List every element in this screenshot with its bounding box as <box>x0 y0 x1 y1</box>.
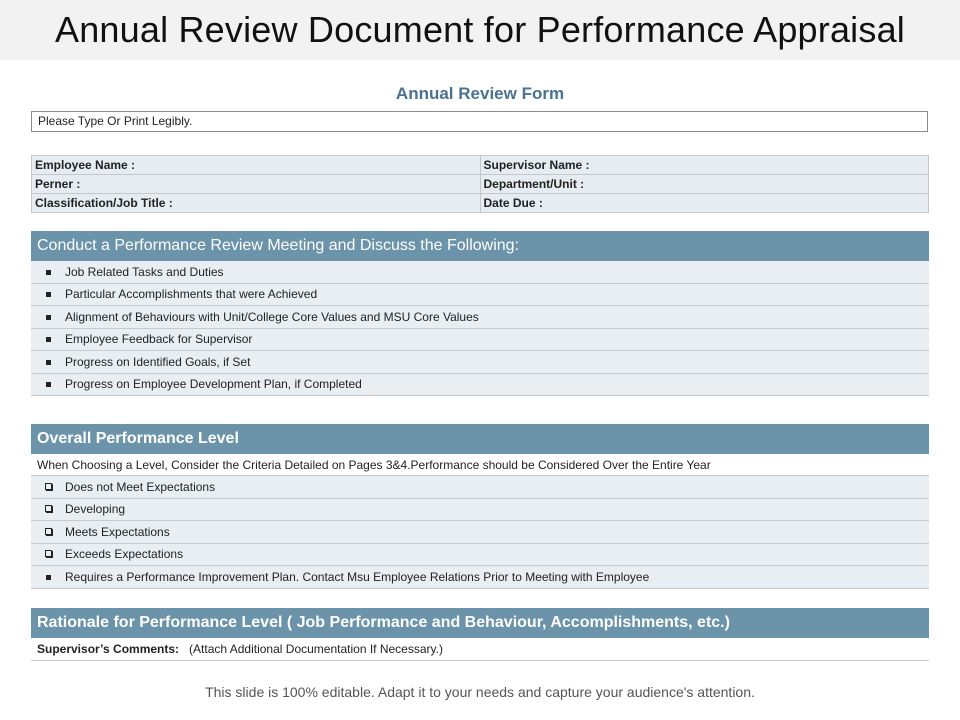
rationale-section <box>31 608 929 661</box>
form-title: Annual Review Form <box>395 84 565 103</box>
checkbox-icon[interactable] <box>31 527 65 537</box>
option-label: Exceeds Expectations <box>65 547 184 562</box>
list-item <box>31 351 929 374</box>
option-row[interactable] <box>31 521 929 544</box>
meeting-section <box>31 231 929 396</box>
option-label: Does not Meet Expectations <box>65 479 216 494</box>
list-item <box>31 566 929 589</box>
list-item-text: Particular Accomplishments that were Achieved <box>65 287 318 302</box>
square-bullet-icon <box>31 312 65 322</box>
perner-field[interactable]: Perner : <box>32 175 481 194</box>
square-bullet-icon <box>31 379 65 389</box>
rationale-heading: Rationale for Performance Level ( Job Performance and Behaviour, Accomplishments, etc.) <box>31 608 929 638</box>
square-bullet-icon <box>31 267 65 277</box>
option-row[interactable] <box>31 544 929 567</box>
square-bullet-icon <box>31 572 65 582</box>
option-label: Developing <box>65 502 126 517</box>
date-due-field[interactable]: Date Due : <box>480 194 929 213</box>
employee-name-field[interactable]: Employee Name : <box>32 156 481 175</box>
square-bullet-icon <box>31 357 65 367</box>
comments-hint: (Attach Additional Documentation If Necessary.) <box>189 642 443 656</box>
list-item-text: Alignment of Behaviours with Unit/College Core Values and MSU Core Values <box>65 309 479 324</box>
list-item <box>31 329 929 352</box>
option-label: Meets Expectations <box>65 524 170 539</box>
list-item <box>31 306 929 329</box>
comments-label: Supervisor’s Comments: <box>37 642 180 656</box>
classification-field[interactable]: Classification/Job Title : <box>32 194 481 213</box>
employee-info-table <box>31 155 929 213</box>
supervisor-name-field[interactable]: Supervisor Name : <box>480 156 929 175</box>
list-item-text: Progress on Identified Goals, if Set <box>65 354 251 369</box>
list-item <box>31 261 929 284</box>
list-item <box>31 374 929 397</box>
list-item-text: Employee Feedback for Supervisor <box>65 332 253 347</box>
title-bar <box>0 0 960 60</box>
performance-instruction-row <box>31 454 929 476</box>
footer-note: This slide is 100% editable. Adapt it to your needs and capture your audience's attention. <box>205 684 755 700</box>
option-row[interactable] <box>31 499 929 522</box>
performance-heading: Overall Performance Level <box>31 424 929 454</box>
option-row[interactable] <box>31 476 929 499</box>
meeting-heading: Conduct a Performance Review Meeting and Discuss the Following: <box>31 231 929 261</box>
performance-instruction: When Choosing a Level, Consider the Criteria Detailed on Pages 3&4.Performance should be Considered Over the Entire Year <box>37 457 711 472</box>
page-title: Annual Review Document for Performance Appraisal <box>54 9 905 50</box>
square-bullet-icon <box>31 334 65 344</box>
list-item-text: Job Related Tasks and Duties <box>65 264 224 279</box>
square-bullet-icon <box>31 289 65 299</box>
legibly-note: Please Type Or Print Legibly. <box>31 111 928 132</box>
department-field[interactable]: Department/Unit : <box>480 175 929 194</box>
comments-row[interactable] <box>31 638 929 661</box>
list-item <box>31 284 929 307</box>
checkbox-icon[interactable] <box>31 504 65 514</box>
checkbox-icon[interactable] <box>31 549 65 559</box>
pip-note: Requires a Performance Improvement Plan. Contact Msu Employee Relations Prior to Meeting with Employee <box>65 569 650 584</box>
comments-text <box>37 642 443 656</box>
list-item-text: Progress on Employee Development Plan, if Completed <box>65 377 362 392</box>
checkbox-icon[interactable] <box>31 482 65 492</box>
performance-section <box>31 424 929 589</box>
